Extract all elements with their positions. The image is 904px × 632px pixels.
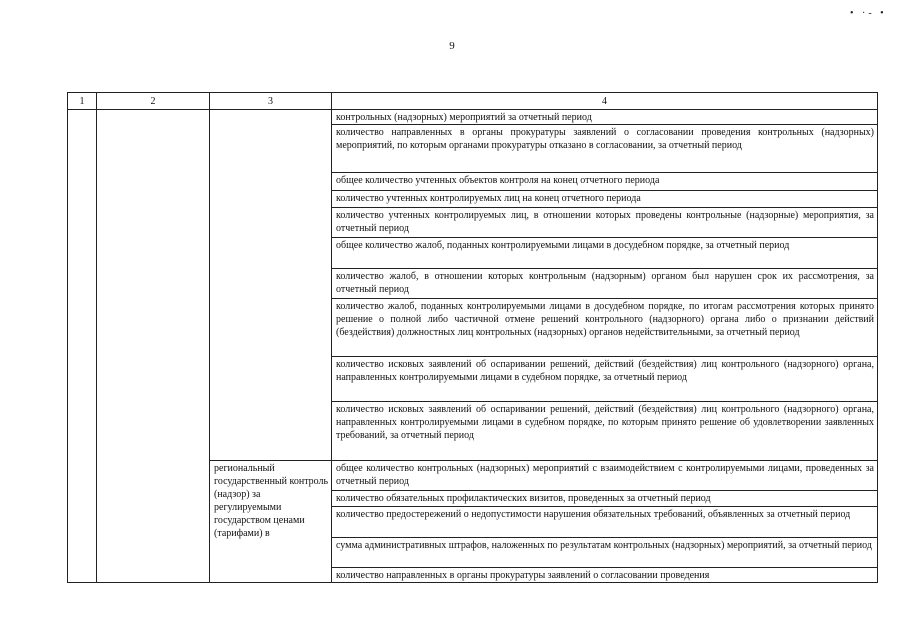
table-row-cell: общее количество учтенных объектов контроля на конец отчетного периода xyxy=(332,173,878,191)
table-row-cell: количество направленных в органы прокуратуры заявлений о согласовании проведения xyxy=(332,568,878,583)
table-row-cell: количество учтенных контролируемых лиц, в отношении которых проведены контрольные (надзорные) мероприятия, за отчетный период xyxy=(332,208,878,238)
header-col-4: 4 xyxy=(332,93,878,110)
table-row-cell: количество предостережений о недопустимости нарушения обязательных требований, объявленных за отчетный период xyxy=(332,507,878,538)
header-col-3: 3 xyxy=(210,93,332,110)
table-row-cell: количество исковых заявлений об оспаривании решений, действий (бездействия) лиц контрольного (надзорного) органа, направленных контролируемыми лицами в судебном порядке, за отчетный период xyxy=(332,357,878,402)
table-row-cell: общее количество жалоб, поданных контролируемыми лицами в досудебном порядке, за отчетный период xyxy=(332,238,878,269)
col2-cell xyxy=(97,110,210,583)
table-row-cell: количество обязательных профилактических визитов, проведенных за отчетный период xyxy=(332,491,878,507)
table-row xyxy=(68,110,878,125)
header-row xyxy=(68,93,878,110)
table-row-cell: сумма административных штрафов, наложенных по результатам контрольных (надзорных) мероприятий, за отчетный период xyxy=(332,538,878,568)
col1-cell xyxy=(68,110,97,583)
table-row-cell: количество исковых заявлений об оспаривании решений, действий (бездействия) лиц контрольного (надзорного) органа, направленных контролируемыми лицами в судебном порядке, по которым принято решение об удовлетворении заявленных требований, за отчетный период xyxy=(332,402,878,461)
table-row-cell: количество жалоб, в отношении которых контрольным (надзорным) органом был нарушен срок их рассмотрения, за отчетный период xyxy=(332,269,878,299)
corner-mark: • ·- • xyxy=(850,8,887,19)
table-row-cell: общее количество контрольных (надзорных) мероприятий с взаимодействием с контролируемыми лицами, проведенных за отчетный период xyxy=(332,461,878,491)
table-row-cell: количество жалоб, поданных контролируемыми лицами в досудебном порядке, по итогам рассмотрения которых принято решение о полной либо частичной отмене решений контрольного (надзорного) органа либо о признании действий (бездействия) должностных лиц контрольных (надзорных) органов недействительными, за отчетный период xyxy=(332,299,878,357)
report-table xyxy=(67,92,878,583)
table-row-cell: количество направленных в органы прокуратуры заявлений о согласовании проведения контрольных (надзорных) мероприятий, по которым органами прокуратуры отказано в согласовании, за отчетный период xyxy=(332,125,878,173)
block2-label-cell: региональный государственный контроль (надзор) за регулируемыми государством ценами (тарифами) в xyxy=(210,461,332,583)
page-number: 9 xyxy=(449,40,455,52)
header-col-2: 2 xyxy=(97,93,210,110)
block1-label-cell xyxy=(210,110,332,461)
header-col-1: 1 xyxy=(68,93,97,110)
table-row-cell: контрольных (надзорных) мероприятий за отчетный период xyxy=(332,110,878,125)
table-row-cell: количество учтенных контролируемых лиц на конец отчетного периода xyxy=(332,191,878,208)
